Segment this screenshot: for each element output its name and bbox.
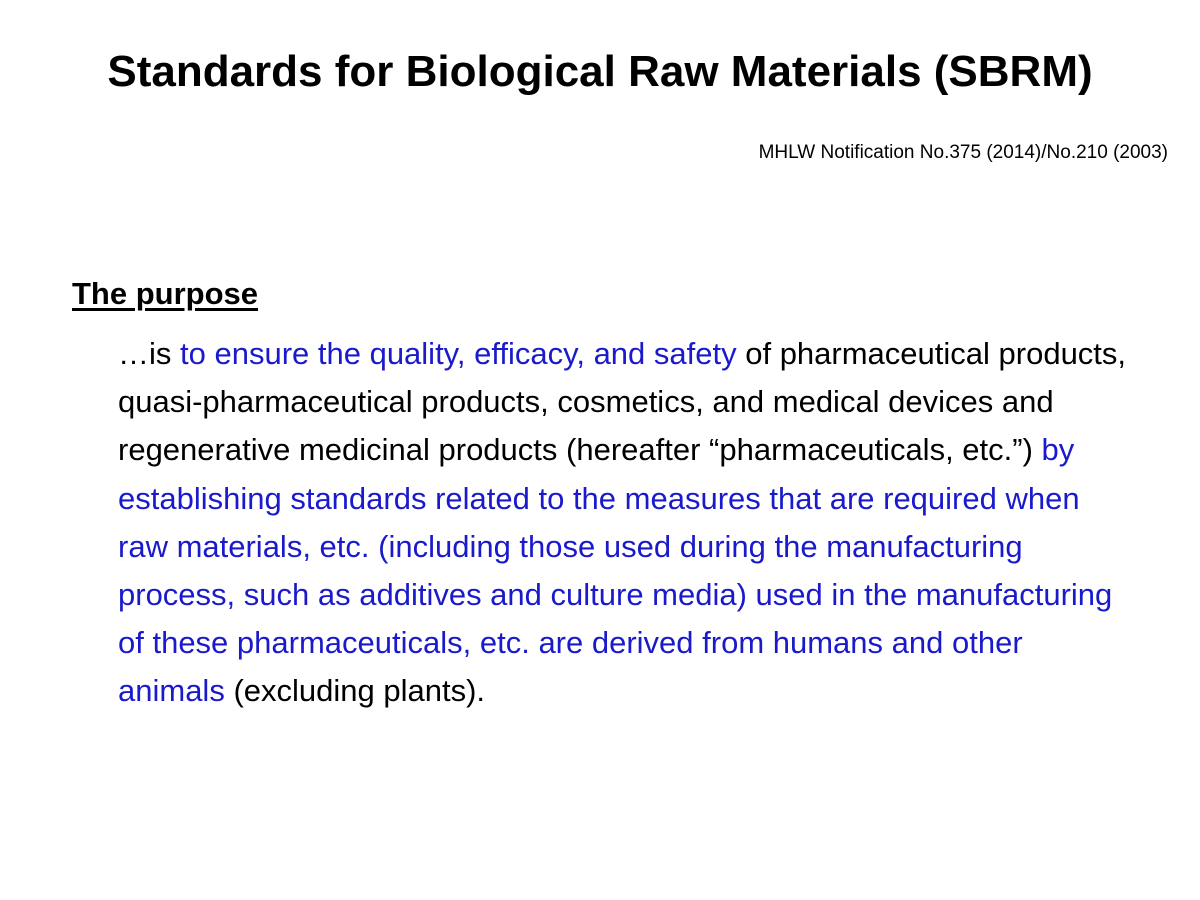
reference-citation: MHLW Notification No.375 (2014)/No.210 (2003) bbox=[758, 142, 1168, 163]
purpose-paragraph bbox=[118, 330, 1138, 716]
body-text-scope: of pharmaceutical products, quasi-pharmaceutical products, cosmetics, and medical devices and regenerative medicinal products (hereafter “pharmaceuticals, etc.”) bbox=[118, 336, 1127, 468]
body-text-exclusion: (excluding plants). bbox=[224, 673, 486, 709]
body-text-highlight-purpose: to ensure the quality, efficacy, and safety bbox=[180, 336, 737, 371]
slide-title: Standards for Biological Raw Materials (SBRM) bbox=[107, 47, 1093, 96]
body-text-highlight-method: by establishing standards related to the measures that are required when raw materials, etc. (including those used during the manufacturing process, such as additives and culture media) used in the manufacturing of these pharmaceuticals, etc. are derived from humans and other animals bbox=[118, 432, 1113, 709]
section-heading: The purpose bbox=[72, 276, 259, 311]
body-text-intro: …is bbox=[118, 336, 180, 371]
